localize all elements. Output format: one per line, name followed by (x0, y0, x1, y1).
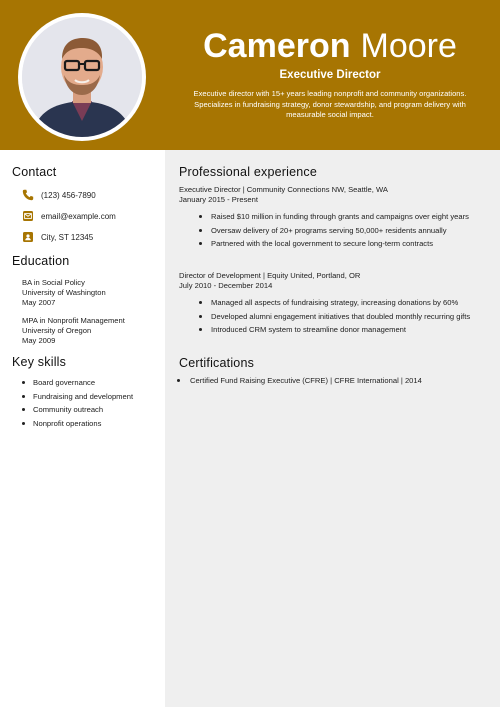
profile-photo (22, 17, 142, 137)
job-dates: July 2010 - December 2014 (179, 281, 273, 290)
skills-list (22, 378, 133, 432)
school: University of Washington (22, 288, 106, 297)
portrait-illustration (22, 17, 142, 137)
job-bullet: Partnered with the local government to secure long-term contracts (199, 239, 489, 249)
sidebar (0, 150, 165, 707)
location: City, ST 12345 (41, 232, 94, 242)
degree: BA in Social Policy (22, 278, 85, 287)
skill-item: Fundraising and development (22, 392, 133, 406)
education-heading: Education (12, 254, 70, 268)
location-icon (22, 231, 34, 243)
education-entry (22, 316, 125, 346)
skills-heading: Key skills (12, 355, 67, 369)
phone-number: (123) 456-7890 (41, 190, 96, 200)
contact-phone (22, 188, 96, 202)
main-content (165, 150, 500, 707)
certification-item: Certified Fund Raising Executive (CFRE) | CFRE International | 2014 (177, 376, 422, 386)
job-dates: January 2015 - Present (179, 195, 258, 204)
contact-email (22, 209, 116, 223)
degree: MPA in Nonprofit Management (22, 316, 125, 325)
email-icon (22, 210, 34, 222)
school: University of Oregon (22, 326, 92, 335)
graduation-date: May 2009 (22, 336, 56, 345)
education-entry (22, 278, 106, 308)
job-heading: Director of Development | Equity United, Portland, OR (179, 271, 361, 280)
contact-location (22, 230, 93, 244)
job-bullet: Managed all aspects of fundraising strategy, increasing donations by 60% (199, 298, 489, 308)
graduation-date: May 2007 (22, 298, 56, 307)
first-name: Cameron (203, 27, 351, 65)
experience-heading: Professional experience (179, 165, 318, 179)
skill-item: Community outreach (22, 405, 133, 419)
job-bullet: Raised $10 million in funding through grants and campaigns over eight years (199, 212, 489, 222)
job-bullet: Introduced CRM system to streamline donor management (199, 325, 489, 335)
job-bullet: Developed alumni engagement initiatives that doubled monthly recurring gifts (199, 312, 489, 322)
skill-item: Board governance (22, 378, 133, 392)
job-bullets (199, 212, 489, 253)
last-name: Moore (360, 27, 457, 65)
job-bullets (199, 298, 489, 339)
resume-header (0, 0, 500, 150)
job-bullet: Oversaw delivery of 20+ programs serving 50,000+ residents annually (199, 226, 489, 236)
summary: Executive director with 15+ years leading nonprofit and community organizations. Specializes in fundraising strategy, donor stewardship, and program delivery with measurable social impact. (193, 89, 467, 119)
certifications-list (177, 376, 422, 386)
job-title: Executive Director (279, 69, 381, 81)
contact-heading: Contact (12, 165, 57, 179)
certifications-heading: Certifications (179, 356, 255, 370)
candidate-name (160, 26, 500, 66)
phone-icon (22, 189, 34, 201)
skill-item: Nonprofit operations (22, 419, 133, 433)
profile-photo-frame (18, 13, 146, 141)
job-heading: Executive Director | Community Connections NW, Seattle, WA (179, 185, 388, 194)
email-address: email@example.com (41, 211, 116, 221)
